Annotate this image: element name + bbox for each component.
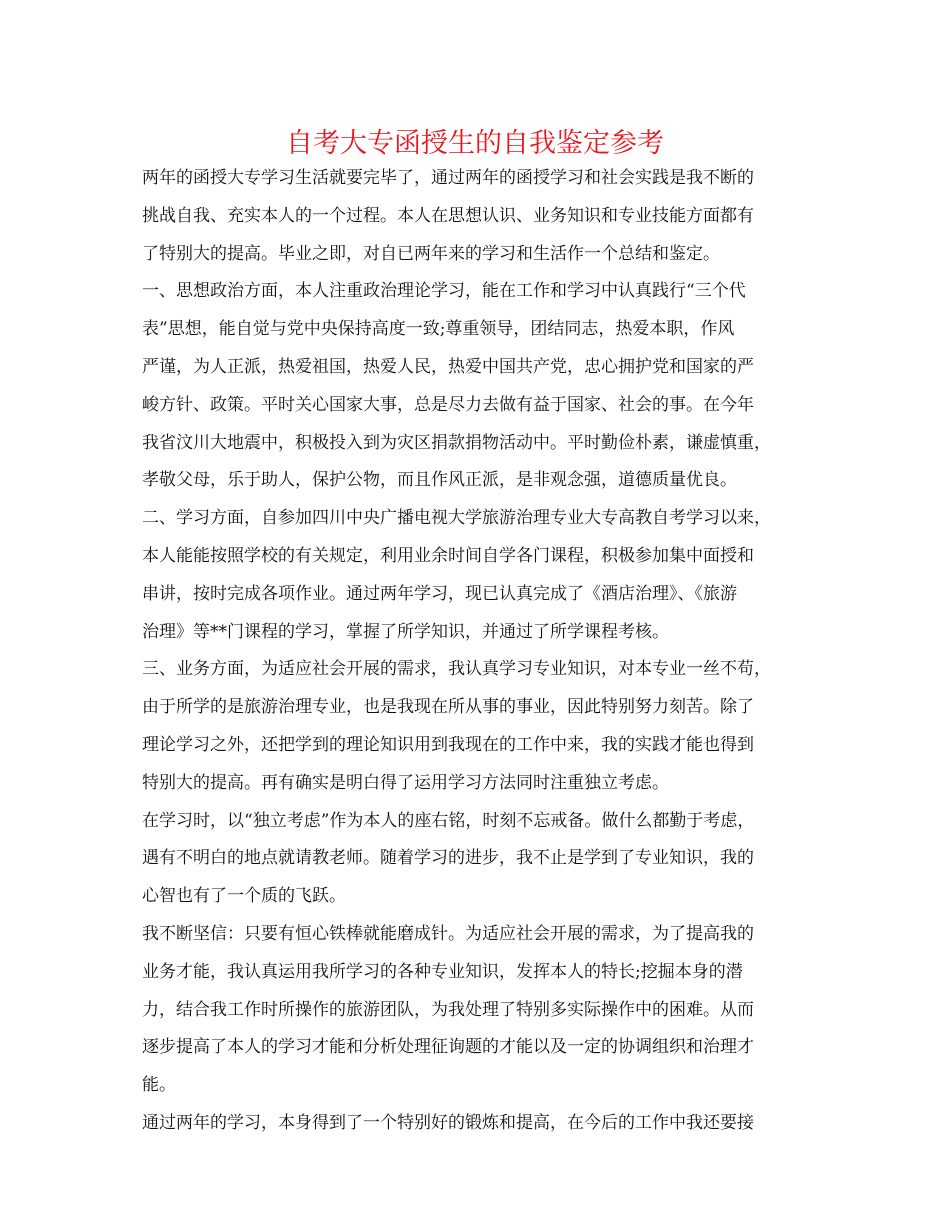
body-text-line: 本人能能按照学校的有关规定，利用业余时间自学各门课程，积极参加集中面授和 <box>142 545 754 566</box>
body-text-line: 特别大的提高。再有确实是明白得了运用学习方法同时注重独立考虑。 <box>142 772 669 793</box>
body-text-line: 由于所学的是旅游治理专业，也是我现在所从事的事业，因此特别努力刻苦。除了 <box>142 697 754 718</box>
body-text-line: 了特别大的提高。毕业之即，对自已两年来的学习和生活作一个总结和鉴定。 <box>142 243 720 264</box>
document-body <box>142 160 822 1143</box>
body-text-line: 我省汶川大地震中，积极投入到为灾区捐款捐物活动中。平时勤俭朴素，谦虚慎重， <box>142 432 771 453</box>
body-text-line: 在学习时，以“独立考虑”作为本人的座右铭，时刻不忘戒备。做什么都勤于考虑， <box>142 810 755 831</box>
body-text-line: 一、思想政治方面，本人注重政治理论学习，能在工作和学习中认真践行“三个代 <box>142 281 746 302</box>
body-text-line: 二、学习方面，自参加四川中央广播电视大学旅游治理专业大专高教自考学习以来， <box>142 508 771 529</box>
body-text-line: 串讲，按时完成各项作业。通过两年学习，现已认真完成了《酒店治理》、《旅游 <box>142 583 737 604</box>
body-text-line: 孝敬父母，乐于助人，保护公物，而且作风正派，是非观念强，道德质量优良。 <box>142 470 737 491</box>
body-text-line: 力，结合我工作时所操作的旅游团队，为我处理了特别多实际操作中的困难。从而 <box>142 999 754 1020</box>
document-title: 自考大专函授生的自我鉴定参考 <box>286 128 664 159</box>
body-text-line: 三、业务方面，为适应社会开展的需求，我认真学习专业知识，对本专业一丝不苟， <box>142 659 771 680</box>
body-text-line: 两年的函授大专学习生活就要完毕了，通过两年的函授学习和社会实践是我不断的 <box>142 168 754 188</box>
body-text-line: 能。 <box>142 1075 176 1096</box>
body-text-line: 通过两年的学习，本身得到了一个特别好的锻炼和提高，在今后的工作中我还要接 <box>142 1112 754 1133</box>
body-text-line: 峻方针、政策。平时关心国家大事，总是尽力去做有益于国家、社会的事。在今年 <box>142 394 754 415</box>
body-text-line: 严谨，为人正派，热爱祖国，热爱人民，热爱中国共产党，忠心拥护党和国家的严 <box>142 356 754 377</box>
body-text-line: 遇有不明白的地点就请教老师。随着学习的进步，我不止是学到了专业知识，我的 <box>142 848 754 869</box>
body-text-line: 心智也有了一个质的飞跃。 <box>142 886 346 907</box>
body-text-line: 理论学习之外，还把学到的理论知识用到我现在的工作中来，我的实践才能也得到 <box>142 734 754 755</box>
body-text-line: 我不断坚信：只要有恒心铁棒就能磨成针。为适应社会开展的需求，为了提高我的 <box>142 923 754 944</box>
body-text-line: 治理》等**门课程的学习，掌握了所学知识，并通过了所学课程考核。 <box>142 621 669 642</box>
body-text-line: 逐步提高了本人的学习才能和分析处理征询题的才能以及一定的协调组织和治理才 <box>142 1037 754 1058</box>
body-text-line: 挑战自我、充实本人的一个过程。本人在思想认识、业务知识和专业技能方面都有 <box>142 205 754 226</box>
body-text-line: 业务才能，我认真运用我所学习的各种专业知识，发挥本人的特长;挖掘本身的潜 <box>142 961 743 982</box>
body-text-line: 表”思想，能自觉与党中央保持高度一致;尊重领导，团结同志，热爱本职，作风 <box>142 319 735 340</box>
